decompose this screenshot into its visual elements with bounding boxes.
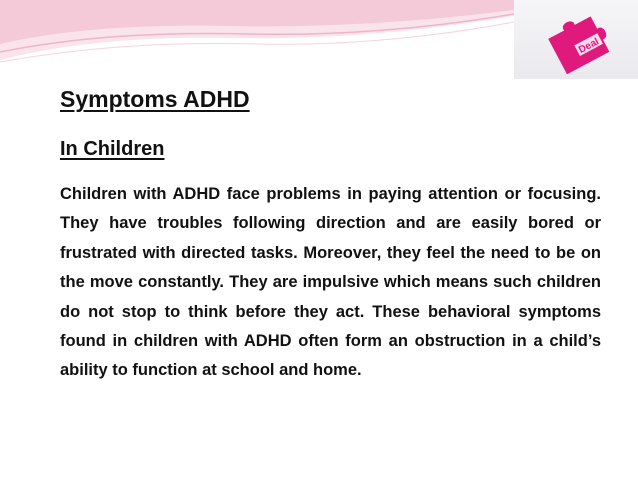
slide-title-text: Symptoms ADHD [60,86,250,112]
body-paragraph: Children with ADHD face problems in paying attention or focusing. They have troubles following direction and are easily bored or frustrated with directed tasks. Moreover, they feel the need to be on the move constantly. They are impulsive which means such children do not stop to think before they act. These behavioral symptoms found in children with ADHD often form an obstruction in a child’s ability to function at school and home. [60,185,601,380]
slide-subtitle-text: In Children [60,138,165,160]
logo-text: Deal [577,36,601,56]
logo [514,0,638,79]
slide-subtitle [60,138,164,161]
puzzle-piece-icon [514,0,638,79]
slide-title [60,86,250,113]
